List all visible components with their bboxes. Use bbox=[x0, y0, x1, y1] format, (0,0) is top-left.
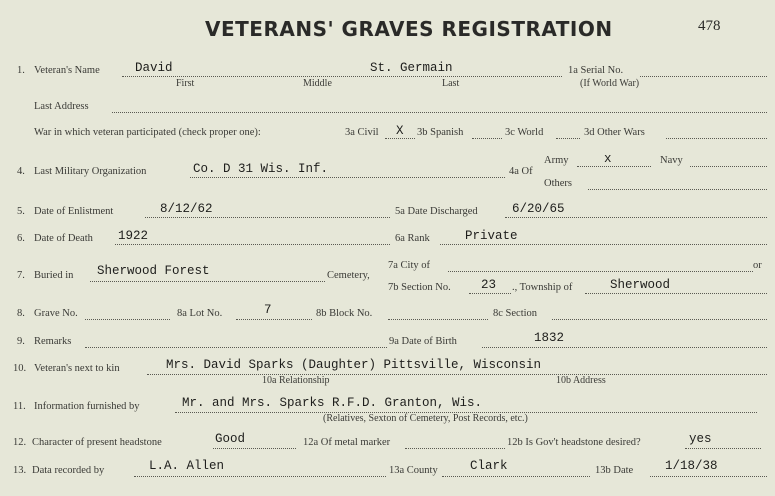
others-label: Others bbox=[544, 178, 572, 189]
rank-line bbox=[440, 244, 767, 245]
recorded-by-value: L.A. Allen bbox=[149, 459, 225, 473]
county-label: 13a County bbox=[389, 465, 438, 476]
block-line bbox=[388, 319, 488, 320]
buried-line bbox=[90, 281, 325, 282]
civil-mark: X bbox=[396, 124, 404, 138]
headstone-value: Good bbox=[215, 432, 246, 446]
next-of-kin-value: Mrs. David Sparks (Daughter) Pittsville, Wisconsin bbox=[166, 358, 542, 372]
info-furnished-note: (Relatives, Sexton of Cemetery, Post Records, etc.) bbox=[323, 413, 528, 424]
death-value: 1922 bbox=[118, 229, 149, 243]
last-name-value: St. Germain bbox=[370, 61, 453, 75]
navy-line bbox=[690, 166, 767, 167]
township-value: Sherwood bbox=[610, 278, 671, 292]
next-of-kin-label: Veteran's next to kin bbox=[34, 363, 120, 374]
military-org-label: Last Military Organization bbox=[34, 166, 147, 177]
block-label: 8b Block No. bbox=[316, 308, 373, 319]
row-number: 8. bbox=[17, 308, 25, 319]
enlistment-line bbox=[145, 217, 390, 218]
row-number: 5. bbox=[17, 206, 25, 217]
remarks-line bbox=[85, 347, 387, 348]
relationship-label: 10a Relationship bbox=[262, 375, 330, 386]
cemetery-label: Cemetery, bbox=[327, 270, 370, 281]
military-org-line bbox=[190, 177, 505, 178]
govt-headstone-label: 12b Is Gov't headstone desired? bbox=[507, 437, 641, 448]
section-label: 8c Section bbox=[493, 308, 538, 319]
row-number: 12. bbox=[13, 437, 27, 448]
death-label: Date of Death bbox=[34, 233, 93, 244]
birth-value: 1832 bbox=[534, 331, 565, 345]
date-line bbox=[650, 476, 767, 477]
address-label: 10b Address bbox=[556, 375, 606, 386]
army-mark: x bbox=[604, 152, 612, 166]
township-label: ., Township of bbox=[512, 282, 573, 293]
remarks-label: Remarks bbox=[34, 336, 72, 347]
city-label: 7a City of bbox=[388, 260, 430, 271]
serial-line bbox=[640, 76, 767, 77]
row-number: 13. bbox=[13, 465, 27, 476]
row-number: 1. bbox=[17, 65, 25, 76]
lot-line bbox=[236, 319, 312, 320]
last-address-line bbox=[112, 112, 767, 113]
recorded-by-line bbox=[134, 476, 386, 477]
govt-headstone-value: yes bbox=[689, 432, 712, 446]
recorded-by-label: Data recorded by bbox=[32, 465, 105, 476]
info-furnished-value: Mr. and Mrs. Sparks R.F.D. Granton, Wis. bbox=[182, 396, 483, 410]
last-label: Last bbox=[442, 78, 460, 89]
rank-value: Private bbox=[465, 229, 518, 243]
army-line bbox=[577, 166, 651, 167]
info-furnished-label: Information furnished by bbox=[34, 401, 140, 412]
section-no-value: 23 bbox=[481, 278, 497, 292]
date-value: 1/18/38 bbox=[665, 459, 718, 473]
township-line bbox=[585, 293, 767, 294]
birth-line bbox=[482, 347, 767, 348]
enlistment-label: Date of Enlistment bbox=[34, 206, 114, 217]
civil-label: 3a Civil bbox=[345, 127, 379, 138]
military-org-value: Co. D 31 Wis. Inf. bbox=[193, 162, 329, 176]
last-address-label: Last Address bbox=[34, 101, 89, 112]
discharged-line bbox=[505, 217, 767, 218]
spanish-label: 3b Spanish bbox=[417, 127, 464, 138]
city-line bbox=[448, 271, 753, 272]
rank-label: 6a Rank bbox=[395, 233, 430, 244]
discharged-label: 5a Date Discharged bbox=[395, 206, 478, 217]
civil-line bbox=[385, 138, 415, 139]
world-label: 3c World bbox=[505, 127, 544, 138]
middle-label: Middle bbox=[303, 78, 332, 89]
first-name-value: David bbox=[135, 61, 173, 75]
world-line bbox=[556, 138, 580, 139]
grave-label: Grave No. bbox=[34, 308, 78, 319]
serial-note: (If World War) bbox=[580, 78, 640, 89]
veteran-name-line bbox=[122, 76, 562, 77]
section-no-label: 7b Section No. bbox=[388, 282, 451, 293]
section-line bbox=[552, 319, 767, 320]
buried-value: Sherwood Forest bbox=[97, 264, 210, 278]
serial-label: 1a Serial No. bbox=[568, 65, 624, 76]
form-title: VETERANS' GRAVES REGISTRATION bbox=[205, 17, 613, 41]
other-wars-label: 3d Other Wars bbox=[584, 127, 645, 138]
death-line bbox=[115, 244, 390, 245]
headstone-label: Character of present headstone bbox=[32, 437, 162, 448]
war-label: War in which veteran participated (check proper one): bbox=[34, 127, 261, 138]
grave-line bbox=[85, 319, 170, 320]
county-line bbox=[442, 476, 590, 477]
veteran-name-label: Veteran's Name bbox=[34, 65, 100, 76]
first-label: First bbox=[176, 78, 195, 89]
date-label: 13b Date bbox=[595, 465, 634, 476]
govt-headstone-line bbox=[685, 448, 761, 449]
navy-label: Navy bbox=[660, 155, 683, 166]
metal-marker-line bbox=[405, 448, 505, 449]
row-number: 4. bbox=[17, 166, 25, 177]
section-no-line bbox=[469, 293, 511, 294]
other-wars-line bbox=[666, 138, 767, 139]
row-number: 10. bbox=[13, 363, 27, 374]
headstone-line bbox=[213, 448, 296, 449]
lot-label: 8a Lot No. bbox=[177, 308, 223, 319]
row-number: 6. bbox=[17, 233, 25, 244]
army-label: Army bbox=[544, 155, 569, 166]
discharged-value: 6/20/65 bbox=[512, 202, 565, 216]
page-number: 478 bbox=[698, 18, 721, 34]
county-value: Clark bbox=[470, 459, 508, 473]
or-label: or bbox=[753, 260, 762, 271]
metal-marker-label: 12a Of metal marker bbox=[303, 437, 391, 448]
birth-label: 9a Date of Birth bbox=[389, 336, 457, 347]
of-label: 4a Of bbox=[509, 166, 533, 177]
row-number: 7. bbox=[17, 270, 25, 281]
buried-label: Buried in bbox=[34, 270, 74, 281]
lot-value: 7 bbox=[264, 303, 272, 317]
others-line bbox=[588, 189, 767, 190]
next-of-kin-line bbox=[147, 374, 767, 375]
enlistment-value: 8/12/62 bbox=[160, 202, 213, 216]
spanish-line bbox=[472, 138, 502, 139]
row-number: 9. bbox=[17, 336, 25, 347]
row-number: 11. bbox=[13, 401, 26, 412]
